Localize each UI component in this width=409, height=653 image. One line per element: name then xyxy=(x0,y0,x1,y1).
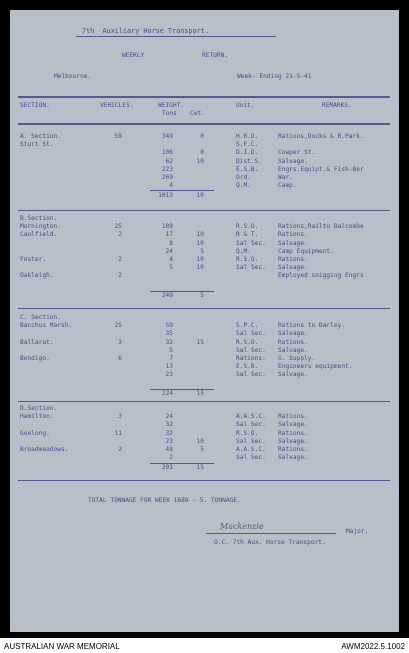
subtotal-rule xyxy=(150,291,214,292)
cell-remarks: Salvage. xyxy=(278,454,308,462)
section-total-tons: 1013 xyxy=(158,192,173,199)
cell-unit: D.I.D. xyxy=(236,149,259,157)
cell-vehicles: 2 xyxy=(118,272,122,280)
cell-unit: R.S.O. xyxy=(236,223,259,231)
cell-vehicles: 2 xyxy=(118,446,122,453)
cell-unit: E.S.B. xyxy=(236,165,259,173)
cell-section: Broadmeadows. xyxy=(20,446,69,453)
cell-cwt: 5 xyxy=(200,247,204,255)
col-tons: Tons xyxy=(162,110,177,117)
title-underline xyxy=(76,36,276,37)
cell-tons: 32 xyxy=(165,429,173,437)
cell-remarks: Salvage. xyxy=(278,421,308,429)
cell-unit: S.P.C. xyxy=(236,322,259,330)
cell-tons: 35 xyxy=(165,330,173,338)
unit-title: 7th Auxiliary Horse Transport. xyxy=(82,27,209,35)
section-total-tons: 249 xyxy=(161,292,173,299)
footer-id: AWM2022.5.1002 xyxy=(341,642,405,651)
cell-remarks: Salvage. xyxy=(278,264,308,272)
cell-section: Ballarat. xyxy=(20,338,54,346)
cell-tons: 13 xyxy=(165,363,173,371)
cell-section: C. Section. xyxy=(20,314,61,321)
cell-unit: R.S.O. xyxy=(236,256,259,263)
cell-tons: 2 xyxy=(169,454,173,462)
document-page xyxy=(10,10,399,632)
cell-unit: E.S.B. xyxy=(236,363,259,371)
cell-unit: R & T. xyxy=(236,231,259,239)
cell-section: Bendigo. xyxy=(20,355,50,362)
cell-tons: 24 xyxy=(165,413,173,421)
cell-unit: R.S.O. xyxy=(236,338,259,346)
cell-remarks: Rations. xyxy=(278,429,308,437)
col-cwt: Cwt. xyxy=(190,110,205,117)
cell-section: B.Section. xyxy=(20,215,58,222)
cell-unit: Dist.S. xyxy=(236,157,263,165)
cell-section: Geelong. xyxy=(20,429,50,437)
cell-remarks: Rations. xyxy=(278,413,308,421)
cell-cwt: 5 xyxy=(200,446,204,453)
cell-section: Hamilton. xyxy=(20,413,54,421)
cell-unit: Sal Sec. xyxy=(236,371,266,379)
handwritten-signature: Mackenzie xyxy=(220,522,264,531)
cell-vehicles: 2 xyxy=(118,231,122,239)
cell-unit: A.A.S.C. xyxy=(236,446,266,453)
cell-tons: 4 xyxy=(169,182,173,190)
cell-remarks: Rations,Railto Balcombe xyxy=(278,223,364,231)
cell-remarks: Salvage. xyxy=(278,157,308,165)
cell-cwt: 10 xyxy=(196,231,204,239)
cell-vehicles: 25 xyxy=(114,322,122,330)
cell-remarks: War. xyxy=(278,174,293,181)
cell-remarks: Employed snigging Engrs xyxy=(278,272,364,280)
cell-vehicles: 11 xyxy=(114,429,122,437)
cell-vehicles: 3 xyxy=(118,338,122,346)
cell-tons: 24 xyxy=(165,247,173,255)
cell-tons: 7 xyxy=(169,355,173,362)
section-total-cwt: 15 xyxy=(196,390,204,397)
cell-unit: Sal Sec. xyxy=(236,421,266,429)
cell-remarks: Salvage. xyxy=(278,371,308,379)
cell-tons: 62 xyxy=(165,157,173,165)
cell-unit: Q.M. xyxy=(236,182,251,190)
cell-remarks: Salvage. xyxy=(278,239,308,247)
section-divider xyxy=(18,401,390,402)
cell-tons: 5 xyxy=(169,346,173,354)
signature-line xyxy=(206,533,336,534)
header-rule-bottom xyxy=(18,123,390,125)
section-divider xyxy=(18,210,390,211)
cell-remarks: Salvage. xyxy=(278,330,308,338)
cell-unit: Sal Sec. xyxy=(236,239,266,247)
col-weight: WEIGHT. xyxy=(158,102,185,109)
cell-cwt: 15 xyxy=(196,338,204,346)
cell-section: Caulfield. xyxy=(20,231,58,239)
cell-unit: Rations. xyxy=(236,355,266,362)
cell-tons: 4 xyxy=(169,256,173,263)
cell-unit: Q.M. xyxy=(236,247,251,255)
cell-tons: 23 xyxy=(165,437,173,445)
week-ending-label: Week- Ending 21-5-41 xyxy=(237,73,312,80)
col-remarks: REMARKS. xyxy=(322,102,352,109)
subtotal-rule xyxy=(150,389,214,390)
cell-unit: A.A.S.C. xyxy=(236,413,266,421)
cell-remarks: Salvage. xyxy=(278,346,308,354)
place-label: Melbourne. xyxy=(54,73,92,80)
cell-cwt: 0 xyxy=(200,149,204,157)
cell-unit: H.R.D. xyxy=(236,133,259,140)
footer-bar xyxy=(0,638,409,653)
cell-unit: Ord. xyxy=(236,174,251,181)
cell-remarks: Camp. xyxy=(278,182,297,190)
header-rule-top xyxy=(18,96,390,98)
cell-remarks: Rations. xyxy=(278,338,308,346)
cell-cwt: 0 xyxy=(200,133,204,140)
section-total-cwt: 5 xyxy=(200,292,204,299)
cell-cwt: 10 xyxy=(196,437,204,445)
cell-remarks: Salvage. xyxy=(278,437,308,445)
cell-remarks: Rations. xyxy=(278,231,308,239)
cell-tons: 23 xyxy=(165,371,173,379)
cell-remarks: Rations. xyxy=(278,446,308,453)
cell-vehicles: 59 xyxy=(114,133,122,140)
cell-cwt: 10 xyxy=(196,157,204,165)
signature-title: O.C. 7th Aux. Horse Transport. xyxy=(214,539,326,546)
cell-unit: S.F.C. xyxy=(236,141,259,149)
cell-tons: 32 xyxy=(165,421,173,429)
cell-section: Bacchus Marsh. xyxy=(20,322,73,330)
cell-remarks: Rations to Darley. xyxy=(278,322,346,330)
section-divider xyxy=(18,308,390,309)
subtotal-rule xyxy=(150,463,214,464)
cell-tons: 189 xyxy=(161,223,173,231)
cell-unit: Sal Sec. xyxy=(236,346,266,354)
cell-unit: Sal Sec. xyxy=(236,264,266,272)
cell-cwt: 10 xyxy=(196,256,204,263)
cell-tons: 59 xyxy=(165,322,173,330)
cell-remarks: Rations. xyxy=(278,256,308,263)
cell-section: A. Section. xyxy=(20,133,61,140)
footer-credit: AUSTRALIAN WAR MEMORIAL xyxy=(4,642,120,651)
cell-remarks: Engrs.Equipt.& Fish-Ber xyxy=(278,165,364,173)
cell-vehicles: 3 xyxy=(118,413,122,421)
section-divider xyxy=(18,480,390,481)
col-unit: Unit. xyxy=(236,102,255,109)
cell-section: Oakleigh. xyxy=(20,272,54,280)
col-vehicles: VEHICLES. xyxy=(100,102,134,109)
weekly-label: WEEKLY xyxy=(122,52,145,59)
cell-section: D.Section. xyxy=(20,405,58,412)
cell-tons: 349 xyxy=(161,133,173,140)
section-total-cwt: 15 xyxy=(196,464,204,471)
cell-unit: Sal Sec. xyxy=(236,454,266,462)
cell-vehicles: 6 xyxy=(118,355,122,362)
cell-remarks: Engineers equipment. xyxy=(278,363,353,371)
cell-remarks: Cowper St. xyxy=(278,149,316,157)
cell-vehicles: 2 xyxy=(118,256,122,263)
cell-tons: 8 xyxy=(169,239,173,247)
cell-remarks: Rations,Docks & R.Park. xyxy=(278,133,364,140)
cell-section: Foster. xyxy=(20,256,47,263)
cell-cwt: 10 xyxy=(196,239,204,247)
cell-unit: Sal Sec. xyxy=(236,437,266,445)
cell-section: Sturt St. xyxy=(20,141,54,149)
cell-cwt: 10 xyxy=(196,264,204,272)
cell-tons: 5 xyxy=(169,264,173,272)
col-section: SECTION. xyxy=(20,102,50,109)
cell-remarks: G. Supply. xyxy=(278,355,316,362)
section-total-tons: 201 xyxy=(161,464,173,471)
cell-tons: 32 xyxy=(165,338,173,346)
total-tonnage-line: TOTAL TONNAGE FOR WEEK 1689 - 5. TONNAGE. xyxy=(88,497,241,504)
cell-remarks: Camp Equipment. xyxy=(278,247,334,255)
cell-unit: R.S.O. xyxy=(236,429,259,437)
cell-section: Mornington. xyxy=(20,223,61,231)
section-total-cwt: 10 xyxy=(196,192,204,199)
subtotal-rule xyxy=(150,190,214,191)
cell-tons: 17 xyxy=(165,231,173,239)
cell-tons: 223 xyxy=(161,165,173,173)
section-total-tons: 224 xyxy=(161,390,173,397)
cell-vehicles: 25 xyxy=(114,223,122,231)
cell-tons: 269 xyxy=(161,174,173,181)
cell-unit: Sal Sec. xyxy=(236,330,266,338)
cell-tons: 106 xyxy=(161,149,173,157)
cell-tons: 48 xyxy=(165,446,173,453)
signature-rank: Major. xyxy=(346,528,369,535)
return-label: RETURN. xyxy=(202,52,229,59)
